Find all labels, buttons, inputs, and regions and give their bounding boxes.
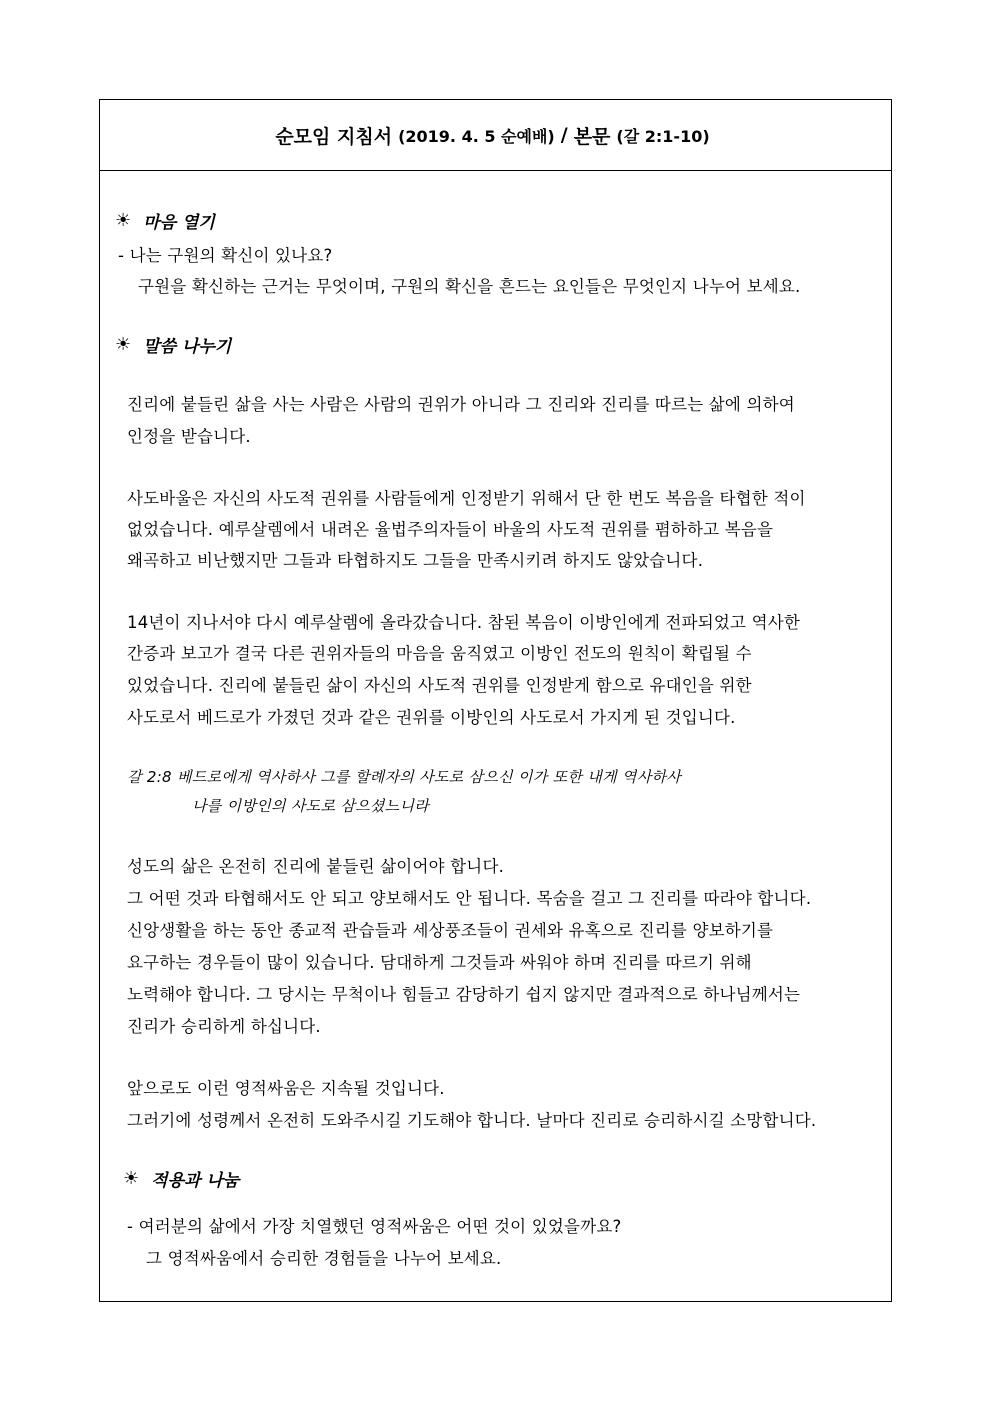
document-header	[100, 100, 891, 171]
sun-icon: ☀	[115, 210, 132, 231]
scripture-reference: (갈 2:1-10)	[616, 126, 710, 146]
sun-icon: ☀	[123, 1168, 140, 1189]
service-date: (2019. 4. 5 순예배)	[398, 126, 555, 146]
opening-prompt: 구원을 확신하는 근거는 무엇이며, 구원의 확신을 흔드는 요인들은 무엇인지 나누어 보세요.	[138, 277, 801, 296]
paragraph-line: 있었습니다. 진리에 붙들린 삶이 자신의 사도적 권위를 인정받게 함으로 유대인을 위한	[127, 676, 752, 695]
application-prompt: 그 영적싸움에서 승리한 경험들을 나누어 보세요.	[146, 1249, 502, 1268]
scripture-verse-line: 나를 이방인의 사도로 삼으셨느니라	[192, 797, 430, 815]
text-label: 본문	[573, 125, 611, 148]
section-heading-word: ☀ 말씀 나누기	[115, 334, 232, 357]
paragraph-line: 진리에 붙들린 삶을 사는 사람은 사람의 권위가 아니라 그 진리와 진리를 따르는 삶에 의하여	[127, 395, 795, 414]
paragraph-line: 없었습니다. 예루살렘에서 내려온 율법주의자들이 바울의 사도적 권위를 폄하하고 복음을	[127, 520, 774, 539]
paragraph-line: 간증과 보고가 결국 다른 권위자들의 마음을 움직였고 이방인 전도의 원칙이 확립될 수	[127, 644, 752, 663]
section-heading-application: ☀ 적용과 나눔	[123, 1168, 240, 1191]
paragraph-line: 앞으로도 이런 영적싸움은 지속될 것입니다.	[127, 1079, 445, 1098]
paragraph-line: 사도로서 베드로가 가졌던 것과 같은 권위를 이방인의 사도로서 가지게 된 것입니다.	[127, 708, 736, 727]
paragraph-line: 그러기에 성령께서 온전히 도와주시길 기도해야 합니다. 날마다 진리로 승리하시길 소망합니다.	[127, 1111, 817, 1130]
scripture-verse-line: 갈 2:8 베드로에게 역사하사 그를 할례자의 사도로 삼으신 이가 또한 내게 역사하사	[127, 768, 682, 786]
paragraph-line: 14년이 지나서야 다시 예루살렘에 올라갔습니다. 참된 복음이 이방인에게 전파되었고 역사한	[127, 613, 800, 632]
paragraph-line: 신앙생활을 하는 동안 종교적 관습들과 세상풍조들이 권세와 유혹으로 진리를 양보하기를	[127, 921, 774, 940]
paragraph-line: 진리가 승리하게 하십니다.	[127, 1017, 321, 1036]
paragraph-line: 그 어떤 것과 타협해서도 안 되고 양보해서도 안 됩니다. 목숨을 걸고 그 진리를 따라야 합니다.	[127, 889, 812, 908]
paragraph-line: 사도바울은 자신의 사도적 권위를 사람들에게 인정받기 위해서 단 한 번도 복음을 타협한 적이	[127, 489, 806, 508]
document-title: 순모임 지침서	[275, 125, 393, 148]
paragraph-line: 성도의 삶은 온전히 진리에 붙들린 삶이어야 합니다.	[127, 857, 505, 876]
paragraph-line: 인정을 받습니다.	[127, 427, 251, 446]
application-question: - 여러분의 삶에서 가장 치열했던 영적싸움은 어떤 것이 있었을까요?	[127, 1217, 622, 1236]
paragraph-line: 왜곡하고 비난했지만 그들과 타협하지도 그들을 만족시키려 하지도 않았습니다.	[127, 551, 704, 570]
title-separator: /	[560, 124, 568, 146]
section-heading-opening: ☀ 마음 열기	[115, 210, 215, 233]
paragraph-line: 노력해야 합니다. 그 당시는 무척이나 힘들고 감당하기 쉽지 않지만 결과적으로 하나님께서는	[127, 985, 801, 1004]
opening-question: - 나는 구원의 확신이 있나요?	[118, 246, 333, 265]
sun-icon: ☀	[115, 334, 132, 355]
paragraph-line: 요구하는 경우들이 많이 있습니다. 담대하게 그것들과 싸워야 하며 진리를 따르기 위해	[127, 953, 752, 972]
